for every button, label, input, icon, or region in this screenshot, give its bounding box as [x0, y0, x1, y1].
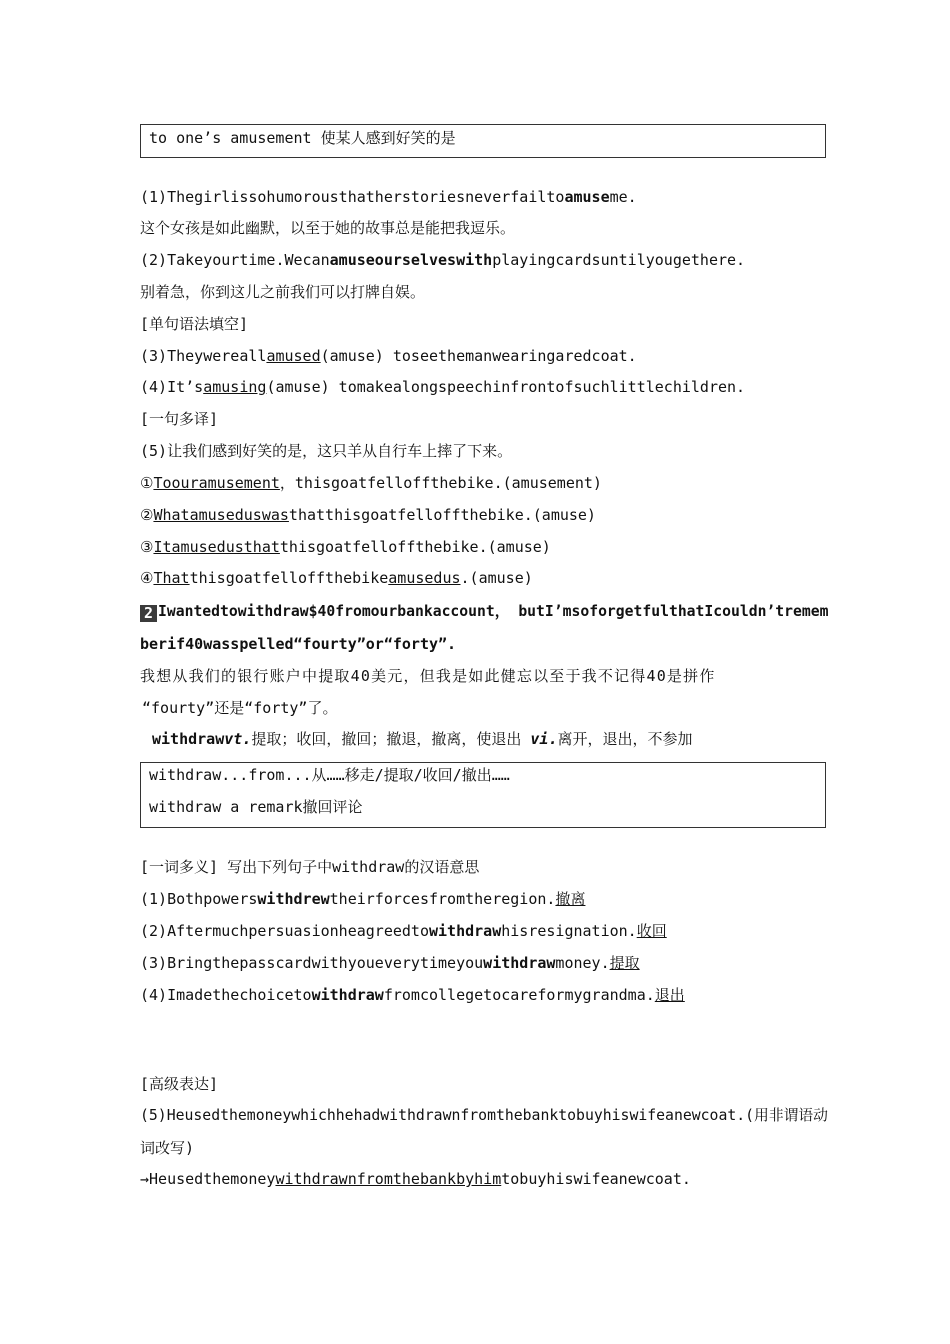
section-heading-polysemy: [一词多义] 写出下列句子中withdraw的汉语意思 — [140, 858, 480, 876]
item-2-sentence-line2: berif40wasspelled“fourty”or“forty”. — [140, 635, 457, 653]
answer-blank: 撤离 — [555, 890, 586, 908]
translation-option-4: ④Thatthisgoatfelloffthebikeamusedus.(amuse) — [140, 569, 533, 587]
polysemy-sentence-4: (4)Imadethechoicetowithdrawfromcollegetocareformygrandma.退出 — [140, 986, 685, 1004]
exercise-5: (5)让我们感到好笑的是，这只羊从自行车上摔了下来。 — [140, 442, 513, 460]
answer-blank: 提取 — [609, 954, 640, 972]
item-2-translation-line2: “fourty”还是“forty”了。 — [142, 699, 338, 717]
answer-blank: Itamusedusthat — [153, 538, 280, 556]
section-heading-fill: [单句语法填空] — [140, 315, 249, 333]
answer-blank: 收回 — [636, 922, 667, 940]
exercise-3: (3)Theywereallamused(amuse) toseethemanwearingaredcoat. — [140, 347, 637, 365]
phrase-box-amusement — [140, 124, 826, 158]
polysemy-sentence-2: (2)Aftermuchpersuasionheagreedtowithdrawhisresignation.收回 — [140, 922, 667, 940]
translation-option-3: ③Itamusedusthatthisgoatfelloffthebike.(amuse) — [140, 538, 551, 556]
answer-blank: Whatamuseduswas — [153, 506, 289, 524]
section-heading-advanced: [高级表达] — [140, 1075, 219, 1093]
advanced-sentence-line1: (5)Heusedthemoneywhichhehadwithdrawnfromthebanktobuyhiswifeanewcoat.(用非谓语动 — [140, 1107, 828, 1124]
section-heading-multi: [一句多译] — [140, 410, 219, 428]
example-translation-2: 别着急，你到这儿之前我们可以打牌自娱。 — [140, 283, 426, 301]
exercise-4: (4)It’samusing(amuse) tomakealongspeechinfrontofsuchlittlechildren. — [140, 378, 746, 396]
polysemy-sentence-3: (3)Bringthepasscardwithyoueverytimeyouwithdrawmoney.提取 — [140, 954, 640, 972]
answer-blank: amused — [266, 347, 321, 365]
phrase-text: withdraw...from...从……移走/提取/收回/撤出…… — [149, 766, 510, 784]
answer-blank: Toouramusement — [153, 474, 280, 492]
advanced-sentence-line2: 词改写) — [140, 1139, 195, 1157]
answer-blank: withdrawnfromthebankbyhim — [275, 1170, 502, 1188]
example-translation-1: 这个女孩是如此幽默，以至于她的故事总是能把我逗乐。 — [140, 219, 516, 237]
answer-blank: amusedus — [388, 569, 461, 587]
advanced-answer: →Heusedthemoneywithdrawnfromthebankbyhimtobuyhiswifeanewcoat. — [140, 1170, 691, 1188]
answer-blank: amusing — [203, 378, 267, 396]
phrase-box-withdraw — [140, 762, 826, 828]
answer-blank: 退出 — [654, 986, 685, 1004]
translation-option-1: ①Toouramusement，thisgoatfelloffthebike.(amusement) — [140, 474, 602, 492]
item-2-sentence-line1: 2 Iwantedtowithdraw$40fromourbankaccount， butI’msoforgetfulthatIcouldn’tremem — [140, 602, 828, 622]
item-number-badge: 2 — [140, 605, 157, 622]
phrase-text: withdraw a remark撤回评论 — [149, 798, 363, 816]
polysemy-sentence-1: (1)Bothpowerswithdrewtheirforcesfromtheregion.撤离 — [140, 890, 586, 908]
example-sentence-2: (2)Takeyourtime.Wecanamuseourselveswithplayingcardsuntilyougethere. — [140, 251, 746, 269]
translation-option-2: ②Whatamuseduswasthatthisgoatfelloffthebike.(amuse) — [140, 506, 596, 524]
phrase-text: to one’s amusement 使某人感到好笑的是 — [149, 129, 456, 147]
item-2-translation-line1: 我想从我们的银行账户中提取40美元，但我是如此健忘以至于我不记得40是拼作 — [140, 667, 716, 685]
answer-blank: That — [153, 569, 190, 587]
word-definition: withdrawvt.提取；收回，撤回；撤退，撤离，使退出 vi.离开，退出，不参加 — [152, 730, 693, 748]
example-sentence-1: (1)Thegirlissohumorousthatherstoriesneverfailtoamuseme. — [140, 188, 637, 206]
